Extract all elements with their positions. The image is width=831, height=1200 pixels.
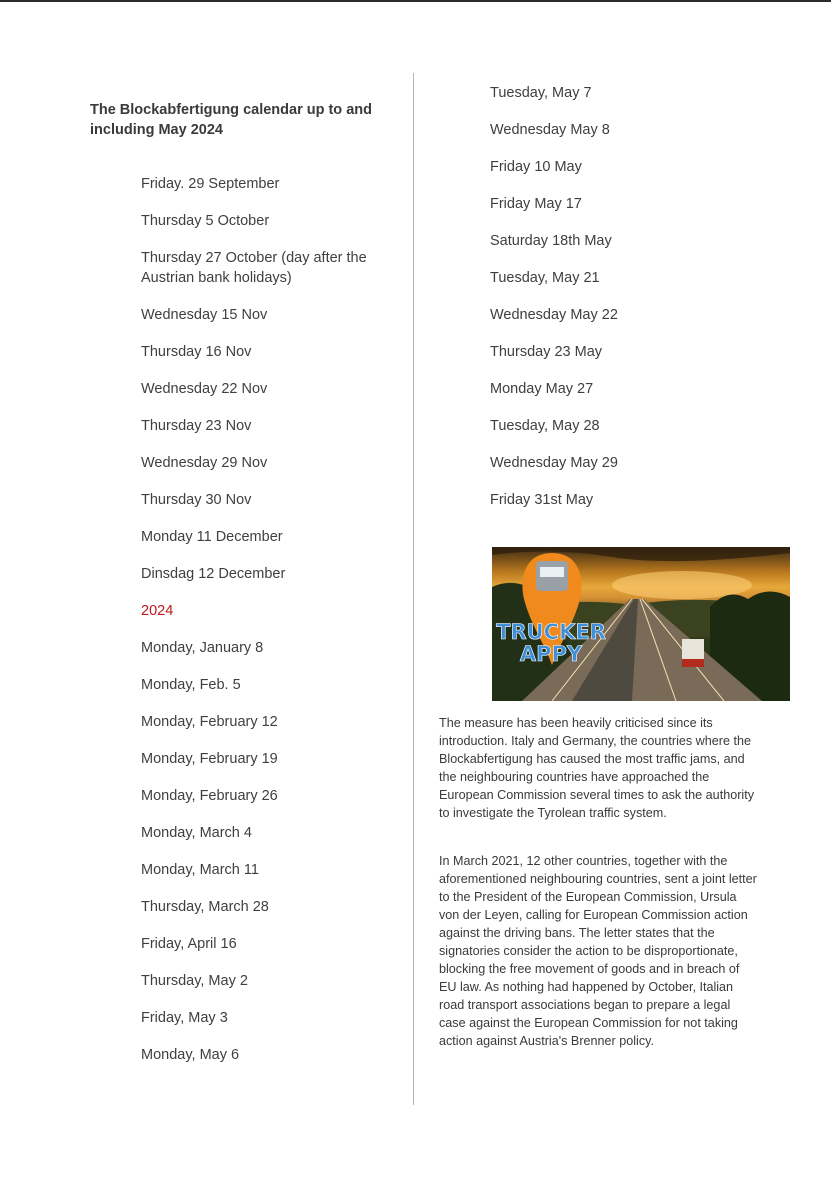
date-item: Thursday 30 Nov [141, 492, 252, 508]
top-border [0, 0, 831, 2]
body-paragraph-2: In March 2021, 12 other countries, together with the aforementioned neighbouring countries, sent a joint letter to the President of the European Commission, Ursula von der Leyen, calling for European Commission action against the driving bans. The letter states that the signatories consider the action to be disproportionate, blocking the free movement of goods and in breach of EU law. As nothing had happened by October, Italian road transport associations began to prepare a legal case against the European Commission for not taking action against Austria's Brenner policy. [439, 854, 757, 1048]
date-item: Monday, March 4 [141, 825, 252, 841]
date-item: Monday, February 12 [141, 714, 278, 730]
date-item: Monday, February 26 [141, 788, 278, 804]
year-heading-2024: 2024 [141, 603, 174, 619]
date-item: Friday May 17 [490, 196, 582, 212]
date-item: Saturday 18th May [490, 233, 612, 249]
date-item: Friday 10 May [490, 159, 582, 175]
date-item: Monday, Feb. 5 [141, 677, 241, 693]
body-paragraph-1: The measure has been heavily criticised since its introduction. Italy and Germany, the countries where the Blockabfertigung has caused the most traffic jams, and the neighbouring countries have approached the European Commission several times to ask the authority to investigate the Tyrolean traffic system. [439, 716, 754, 820]
date-item: Thursday, March 28 [141, 899, 269, 915]
date-item: Wednesday May 29 [490, 455, 618, 471]
column-divider [413, 73, 414, 1105]
date-item: Wednesday 15 Nov [141, 307, 268, 323]
date-item: Tuesday, May 21 [490, 270, 600, 286]
trucker-appy-banner [492, 547, 790, 701]
highway-sunset-illustration [492, 547, 790, 701]
date-item: Thursday 23 Nov [141, 418, 252, 434]
date-item: Monday, January 8 [141, 640, 264, 656]
date-item: Tuesday, May 28 [490, 418, 600, 434]
truck-windshield [540, 567, 564, 577]
date-item: Thursday 23 May [490, 344, 603, 360]
date-item: Monday May 27 [490, 381, 594, 397]
date-item: Monday 11 December [141, 529, 283, 545]
date-item: Thursday 5 October [141, 213, 270, 229]
right-date-list [490, 83, 790, 527]
date-item: Friday, May 3 [141, 1010, 228, 1026]
date-item: Thursday 27 October (day after the Austrian bank holidays) [141, 250, 367, 286]
date-item: Dinsdag 12 December [141, 566, 286, 582]
date-item: Friday, April 16 [141, 936, 237, 952]
date-item: Thursday 16 Nov [141, 344, 252, 360]
date-item: Thursday, May 2 [141, 973, 248, 989]
date-item: Wednesday May 22 [490, 307, 618, 323]
date-item: Friday 31st May [490, 492, 594, 508]
truck-cab [682, 659, 704, 667]
date-item: Monday, February 19 [141, 751, 278, 767]
logo-text-appy: APPY [519, 642, 583, 666]
truck-trailer [682, 639, 704, 661]
left-date-list [141, 174, 391, 1082]
date-item: Tuesday, May 7 [490, 85, 592, 101]
logo-text-trucker: TRUCKER [496, 620, 606, 644]
date-item: Wednesday May 8 [490, 122, 610, 138]
date-item: Wednesday 22 Nov [141, 381, 268, 397]
page-title: The Blockabfertigung calendar up to and including May 2024 [90, 102, 372, 138]
date-item: Wednesday 29 Nov [141, 455, 268, 471]
date-item: Monday, May 6 [141, 1047, 240, 1063]
date-item: Friday. 29 September [141, 176, 280, 192]
date-item: Monday, March 11 [141, 862, 259, 878]
